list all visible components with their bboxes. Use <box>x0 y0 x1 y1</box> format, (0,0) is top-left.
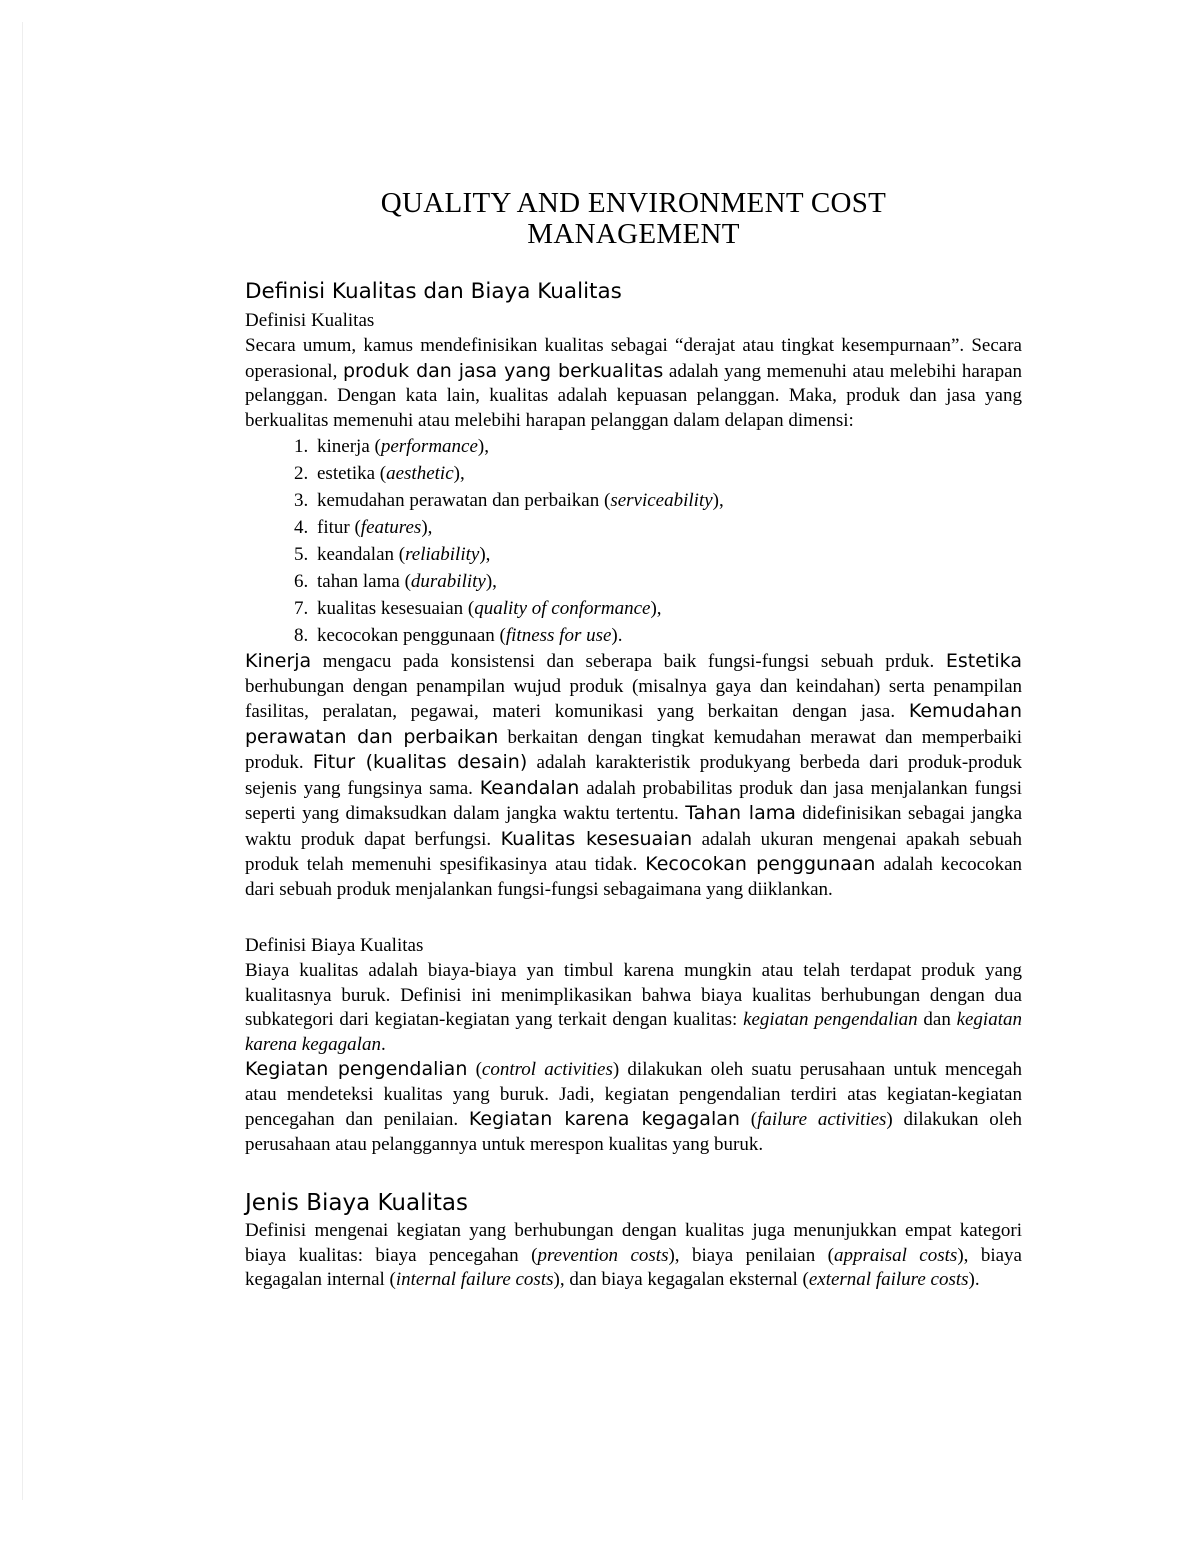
list-item: 3. kemudahan perawatan dan perbaikan (serviceability), <box>313 487 1022 514</box>
list-item: 8. kecocokan penggunaan (fitness for use). <box>313 622 1022 649</box>
paragraph-definisi-kualitas <box>245 334 1022 433</box>
italic-term: external failure costs <box>808 1269 969 1290</box>
subheading-definisi-biaya-kualitas: Definisi Biaya Kualitas <box>245 935 424 956</box>
italic-term: kegiatan karena kegagalan <box>245 1009 1022 1055</box>
list-item: 6. tahan lama (durability), <box>313 568 1022 595</box>
text: Secara umum, kamus mendefinisikan kualitas sebagai “derajat atau tingkat kesempurnaan”. Secara operasional, <box>245 335 1022 382</box>
document-title <box>245 188 1022 250</box>
section-heading-jenis: Jenis Biaya Kualitas <box>245 1190 468 1216</box>
term: Estetika <box>945 650 1022 672</box>
list-item: 1. kinerja (performance), <box>313 433 1022 460</box>
list-item: 5. keandalan (reliability), <box>313 541 1022 568</box>
paragraph-biaya-kualitas: Biaya kualitas adalah biaya-biaya yan timbul karena mungkin atau telah terdapat produk yang kualitasnya buruk. Definisi ini menimplikasikan bahwa biaya kualitas berhubungan dengan dua subkategori dari kegiatan-kegiatan yang terkait dengan kualitas: kegiatan pengendalian dan kegiatan karena kegagalan. <box>245 960 1022 1055</box>
emphasis-text: produk dan jasa yang berkualitas <box>342 359 664 382</box>
quality-dimensions-list <box>245 433 1022 649</box>
spacer <box>245 902 1022 933</box>
term: Kemudahan perawatan dan perbaikan <box>245 700 1022 748</box>
list-item: 7. kualitas kesesuaian (quality of conformance), <box>313 595 1022 622</box>
italic-term: control activities <box>481 1059 613 1080</box>
italic-term: internal failure costs <box>395 1269 554 1290</box>
italic-term: failure activities <box>757 1109 887 1130</box>
paragraph-kegiatan: Kegiatan pengendalian (control activities) dilakukan oleh suatu perusahaan untuk mencegah atau mendeteksi kualitas yang buruk. Jadi, kegiatan pengendalian terdiri atas kegiatan-kegiatan pencegahan dan penilaian. Kegiatan karena kegagalan (failure activities) dilakukan oleh perusahaan atau pelanggannya untuk merespon kualitas yang buruk. <box>245 1058 1023 1155</box>
term: Kegiatan pengendalian <box>245 1058 468 1080</box>
italic-term: kegiatan pengendalian <box>743 1009 918 1030</box>
text: adalah yang memenuhi atau melebihi harapan pelanggan. Dengan kata lain, kualitas adalah kepuasan pelanggan. Maka, produk dan jasa yang berkualitas memenuhi atau melebihi harapan pelanggan dalam delapan dimensi: <box>245 360 1023 431</box>
page-edge-line <box>22 22 23 1500</box>
list-item: 4. fitur (features), <box>313 514 1022 541</box>
term: Kegiatan karena kegagalan <box>468 1108 740 1130</box>
term: Kinerja <box>245 650 312 672</box>
paragraph-dimension-definitions: Kinerja mengacu pada konsistensi dan seberapa baik fungsi-fungsi sebuah prduk. Estetika berhubungan dengan penampilan wujud produk (misalnya gaya dan keindahan) serta penampilan fasilitas, peralatan, pegawai, materi komunikasi yang berkaitan dengan jasa. Kemudahan perawatan dan perbaikan berkaitan dengan tingkat kemudahan merawat dan memperbaiki produk. Fitur (kualitas desain) adalah karakteristik produkyang berbeda dari produk-produk sejenis yang fungsinya sama. Keandalan adalah probabilitas produk dan jasa menjalankan fungsi seperti yang dimaksudkan dalam jangka waktu tertentu. Tahan lama didefinisikan sebagai jangka waktu produk dapat berfungsi. Kualitas kesesuaian adalah ukuran mengenai apakah sebuah produk telah memenuhi spesifikasinya atau tidak. Kecocokan penggunaan adalah kecocokan dari sebuah produk menjalankan fungsi-fungsi sebagaimana yang diiklankan. <box>245 650 1022 900</box>
list-item: 2. estetika (aesthetic), <box>313 460 1022 487</box>
italic-term: appraisal costs <box>834 1244 958 1266</box>
subheading-definisi-kualitas: Definisi Kualitas <box>245 310 375 331</box>
italic-term: prevention costs <box>537 1244 669 1266</box>
section-heading-definisi: Definisi Kualitas dan Biaya Kualitas <box>245 279 622 304</box>
term: Tahan lama <box>685 802 796 824</box>
paragraph-jenis-biaya: Definisi mengenai kegiatan yang berhubungan dengan kualitas juga menunjukkan empat kategori biaya kualitas: biaya pencegahan (prevention costs), biaya penilaian (appraisal costs), biaya kegagalan internal (internal failure costs), dan biaya kegagalan eksternal (external failure costs). <box>245 1220 1022 1290</box>
term: Keandalan <box>479 776 580 799</box>
term: Kecocokan penggunaan <box>645 853 876 875</box>
title-line-1: QUALITY AND ENVIRONMENT COST <box>380 187 887 219</box>
document-page <box>245 188 1022 1293</box>
term: Kualitas kesesuaian <box>500 827 693 850</box>
title-line-2: MANAGEMENT <box>527 218 740 250</box>
term: Fitur (kualitas desain) <box>312 751 528 773</box>
